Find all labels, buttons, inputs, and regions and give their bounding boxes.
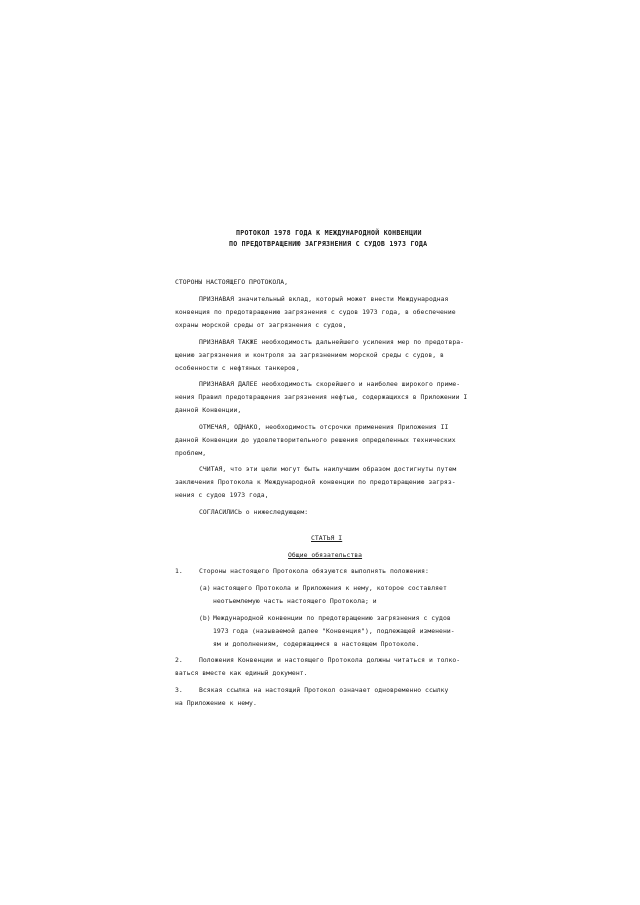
article-heading: СТАТЬЯ I <box>311 534 343 542</box>
para-3-number: 3. <box>175 686 183 694</box>
recital-4-line-2: данной Конвенции до удовлетворительного решения определенных технических <box>175 436 456 444</box>
agreed-statement: СОГЛАСИЛИСЬ о нижеследующем: <box>199 508 309 516</box>
recital-3-line-1: ПРИЗНАВАЯ ДАЛЕЕ необходимость скорейшего и наиболее широкого приме- <box>199 380 461 388</box>
recital-2-line-2: щению загрязнения и контроля за загрязнением морской среды с судов, в <box>175 351 444 359</box>
recital-1-line-2: конвенция по предотвращению загрязнения с судов 1973 года, в обеспечение <box>175 308 456 316</box>
article-subheading: Общие обязательства <box>288 551 363 559</box>
recital-1-line-3: охраны морской среды от загрязнения с судов, <box>175 321 347 329</box>
para-2-line-2: ваться вместе как единый документ. <box>175 669 308 677</box>
recital-4-line-3: проблем, <box>175 449 207 457</box>
recital-2-line-1: ПРИЗНАВАЯ ТАКЖЕ необходимость дальнейшего усиления мер по предотвра- <box>199 338 465 346</box>
para-1-text: Стороны настоящего Протокола обязуются выполнять положения: <box>199 567 429 575</box>
item-b-line-1: Международной конвенции по предотвращению загрязнения с судов <box>213 614 451 622</box>
item-a-line-1: настоящего Протокола и Приложения к нему, которое составляет <box>213 584 447 592</box>
recital-1-line-1: ПРИЗНАВАЯ значительный вклад, который может внести Международная <box>199 295 449 303</box>
recital-5-line-3: нения с судов 1973 года, <box>175 491 269 499</box>
recital-3-line-3: данной Конвенции, <box>175 406 242 414</box>
item-b-line-3: ям и дополнениям, содержащимся в настоящем Протоколе. <box>213 640 420 648</box>
item-b-label: (b) <box>199 614 211 622</box>
item-a-label: (a) <box>199 584 211 592</box>
recital-5-line-1: СЧИТАЯ, что эти цели могут быть наилучшим образом достигнуты путем <box>199 465 457 473</box>
parties-heading: СТОРОНЫ НАСТОЯЩЕГО ПРОТОКОЛА, <box>175 278 289 286</box>
recital-3-line-2: нения Правил предотвращения загрязнения нефтью, содержащихся в Приложении I <box>175 393 468 401</box>
item-a-line-2: неотъемлемую часть настоящего Протокола; и <box>213 597 377 605</box>
para-2-line-1: Положения Конвенции и настоящего Протокола должны читаться и толко- <box>199 656 461 664</box>
document-title-line-1: ПРОТОКОЛ 1978 ГОДА К МЕЖДУНАРОДНОЙ КОНВЕНЦИИ <box>236 229 422 237</box>
recital-2-line-3: особенности с нефтяных танкеров, <box>175 364 300 372</box>
para-3-line-2: на Приложение к нему. <box>175 699 257 707</box>
item-b-line-2: 1973 года (называемой далее "Конвенция"), подлежащей изменени- <box>213 627 455 635</box>
document-title-line-2: ПО ПРЕДОТВРАЩЕНИЮ ЗАГРЯЗНЕНИЯ С СУДОВ 1973 ГОДА <box>229 240 428 248</box>
para-2-number: 2. <box>175 656 183 664</box>
recital-4-line-1: ОТМЕЧАЯ, ОДНАКО, необходимость отсрочки применения Приложения II <box>199 423 449 431</box>
para-1-number: 1. <box>175 567 183 575</box>
para-3-line-1: Всякая ссылка на настоящий Протокол означает одновременно ссылку <box>199 686 449 694</box>
recital-5-line-2: заключения Протокола к Международной конвенции по предотвращению загряз- <box>175 478 456 486</box>
